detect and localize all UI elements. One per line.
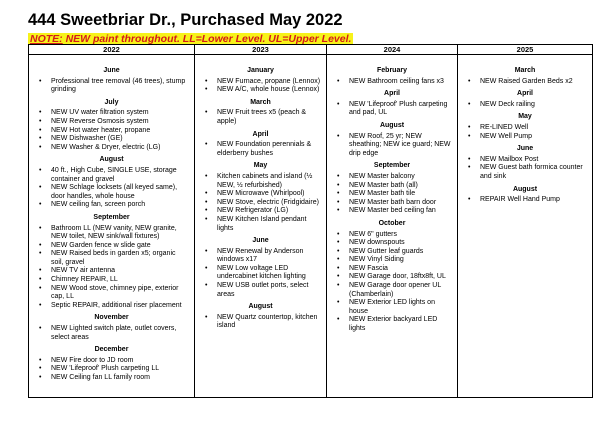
year-header: 2023 bbox=[195, 45, 327, 55]
month-heading: August bbox=[512, 185, 538, 193]
list-item: • NEW Fruit trees x5 (peach & apple) bbox=[200, 109, 321, 126]
month-heading: April bbox=[517, 90, 533, 98]
month-heading: September bbox=[93, 213, 130, 221]
list-item: • NEW 'Lifeproof' Plush carpeting LL bbox=[34, 365, 189, 374]
note-label: NOTE: bbox=[30, 33, 63, 45]
list-item: • NEW Mailbox Post bbox=[463, 156, 587, 165]
list-item: • NEW 6" gutters bbox=[332, 231, 452, 240]
year-column-2022 bbox=[29, 55, 195, 398]
item-list bbox=[332, 101, 452, 118]
list-item: • NEW Low voltage LED undercabinet kitchen lighting bbox=[200, 265, 321, 282]
list-item: • NEW Refrigerator (LG) bbox=[200, 207, 321, 216]
year-header-row bbox=[29, 45, 593, 55]
list-item: • NEW UV water filtration system bbox=[34, 109, 189, 118]
item-list bbox=[463, 196, 587, 205]
month-heading: August bbox=[99, 156, 124, 164]
item-list bbox=[463, 101, 587, 110]
item-list bbox=[200, 173, 321, 233]
year-column-2023 bbox=[195, 55, 327, 398]
list-item: • NEW Ceiling fan LL family room bbox=[34, 374, 189, 383]
list-item: • NEW Dishwasher (GE) bbox=[34, 135, 189, 144]
item-list bbox=[332, 231, 452, 334]
list-item: • NEW Stove, electric (Fridgidaire) bbox=[200, 199, 321, 208]
month-heading: May bbox=[518, 113, 532, 121]
item-list bbox=[332, 78, 452, 87]
list-item: • NEW Hot water heater, propane bbox=[34, 127, 189, 136]
item-list bbox=[34, 167, 189, 210]
item-list bbox=[34, 109, 189, 152]
list-item: • NEW Deck railing bbox=[463, 101, 587, 110]
list-item: • NEW Gutter leaf guards bbox=[332, 248, 452, 257]
list-item: • Professional tree removal (46 trees), stump grinding bbox=[34, 78, 189, 95]
list-item: • NEW Master bath (all) bbox=[332, 182, 452, 191]
month-heading: February bbox=[377, 67, 407, 74]
item-list bbox=[463, 124, 587, 141]
month-heading: March bbox=[514, 67, 536, 74]
item-list bbox=[34, 78, 189, 95]
list-item: • NEW Lighted switch plate, outlet covers, select areas bbox=[34, 325, 189, 342]
list-item: • REPAIR Well Hand Pump bbox=[463, 196, 587, 205]
month-heading: June bbox=[252, 237, 269, 245]
list-item: • NEW Garage door, 18ftx8ft, UL bbox=[332, 273, 452, 282]
list-item: • NEW Microwave (Whirlpool) bbox=[200, 190, 321, 199]
month-heading: November bbox=[94, 314, 129, 322]
list-item: • NEW Exterior LED lights on house bbox=[332, 299, 452, 316]
list-item: • NEW Fascia bbox=[332, 265, 452, 274]
list-item: • NEW 'Lifeproof' Plush carpeting and pad, UL bbox=[332, 101, 452, 118]
list-item: • NEW ceiling fan, screen porch bbox=[34, 201, 189, 210]
list-item: • NEW Raised beds in garden x5; organic soil, gravel bbox=[34, 250, 189, 267]
item-list bbox=[332, 133, 452, 159]
page-title: 444 Sweetbriar Dr., Purchased May 2022 bbox=[28, 11, 343, 29]
list-item: • Chimney REPAIR, LL bbox=[34, 276, 189, 285]
month-heading: August bbox=[379, 121, 405, 129]
list-item: • NEW Renewal by Anderson windows x17 bbox=[200, 248, 321, 265]
list-item: • NEW Vinyl Siding bbox=[332, 256, 452, 265]
list-item: • Septic REPAIR, additional riser placement bbox=[34, 302, 189, 311]
list-item: • NEW Raised Garden Beds x2 bbox=[463, 78, 587, 87]
list-item: • NEW Master bed ceiling fan bbox=[332, 207, 452, 216]
month-heading: December bbox=[94, 346, 129, 354]
year-column-2024 bbox=[327, 55, 458, 398]
item-list bbox=[200, 78, 321, 95]
list-item: • NEW Reverse Osmosis system bbox=[34, 118, 189, 127]
item-list bbox=[200, 248, 321, 300]
year-header: 2025 bbox=[458, 45, 593, 55]
month-heading: April bbox=[384, 90, 400, 98]
list-item: • NEW Bathroom ceiling fans x3 bbox=[332, 78, 452, 87]
list-item: • NEW Washer & Dryer, electric (LG) bbox=[34, 144, 189, 153]
item-list bbox=[34, 357, 189, 383]
list-item: • NEW Master balcony bbox=[332, 173, 452, 182]
list-item: • NEW Quartz countertop, kitchen island bbox=[200, 314, 321, 331]
list-item: • NEW Guest bath formica counter and sink bbox=[463, 164, 587, 181]
month-heading: July bbox=[104, 98, 119, 106]
item-list bbox=[200, 314, 321, 331]
list-item: • NEW Schlage locksets (all keyed same), door handles, whole house bbox=[34, 184, 189, 201]
item-list bbox=[200, 109, 321, 126]
note-text: NEW paint throughout. LL=Lower Level. UL=Upper Level. bbox=[62, 33, 352, 45]
list-item: • NEW A/C, whole house (Lennox) bbox=[200, 86, 321, 95]
year-header: 2024 bbox=[327, 45, 458, 55]
item-list bbox=[332, 173, 452, 216]
year-header: 2022 bbox=[29, 45, 195, 55]
content-row bbox=[29, 55, 593, 398]
item-list bbox=[34, 325, 189, 342]
list-item: • NEW Master bath tile bbox=[332, 190, 452, 199]
month-heading: March bbox=[250, 98, 271, 106]
item-list bbox=[463, 156, 587, 182]
list-item: • RE-LINED Well bbox=[463, 124, 587, 133]
list-item: • NEW Garden fence w slide gate bbox=[34, 242, 189, 251]
list-item: • NEW Fire door to JD room bbox=[34, 357, 189, 366]
list-item: • NEW Foundation perennials & elderberry bushes bbox=[200, 141, 321, 158]
list-item: • NEW Well Pump bbox=[463, 133, 587, 142]
list-item: • Kitchen cabinets and island (½ NEW, ½ refurbished) bbox=[200, 173, 321, 190]
item-list bbox=[200, 141, 321, 158]
month-heading: August bbox=[248, 303, 273, 311]
list-item: • NEW Roof, 25 yr; NEW sheathing; NEW ice guard; NEW drip edge bbox=[332, 133, 452, 159]
month-heading: June bbox=[103, 67, 120, 74]
month-heading: January bbox=[247, 67, 274, 74]
list-item: • NEW downspouts bbox=[332, 239, 452, 248]
renovation-table bbox=[28, 44, 593, 398]
month-heading: April bbox=[252, 130, 269, 138]
list-item: • NEW TV air antenna bbox=[34, 267, 189, 276]
month-heading: September bbox=[373, 162, 411, 170]
list-item: • NEW Exterior backyard LED lights bbox=[332, 316, 452, 333]
list-item: • NEW Kitchen Island pendant lights bbox=[200, 216, 321, 233]
month-heading: May bbox=[253, 162, 268, 170]
year-column-2025 bbox=[458, 55, 593, 398]
list-item: • NEW Master bath barn door bbox=[332, 199, 452, 208]
list-item: • NEW USB outlet ports, select areas bbox=[200, 282, 321, 299]
item-list bbox=[463, 78, 587, 87]
list-item: • NEW Furnace, propane (Lennox) bbox=[200, 78, 321, 87]
list-item: • NEW Wood stove, chimney pipe, exterior cap, LL bbox=[34, 285, 189, 302]
list-item: • Bathroom LL (NEW vanity, NEW granite, NEW toilet, NEW sink/wall fixtures) bbox=[34, 225, 189, 242]
list-item: • NEW Garage door opener UL (Chamberlain) bbox=[332, 282, 452, 299]
month-heading: October bbox=[378, 219, 406, 227]
month-heading: June bbox=[516, 145, 534, 153]
item-list bbox=[34, 225, 189, 311]
list-item: • 40 ft., High Cube, SINGLE USE, storage container and gravel bbox=[34, 167, 189, 184]
